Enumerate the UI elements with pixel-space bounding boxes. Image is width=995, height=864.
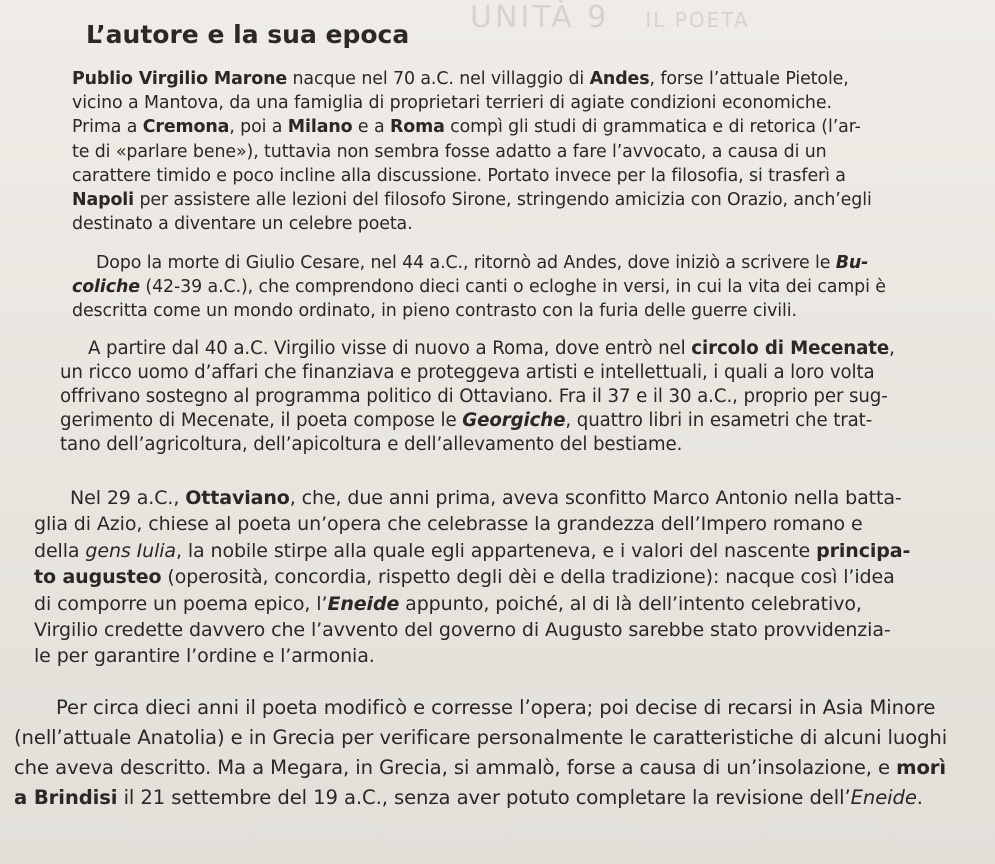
paragraph-1 xyxy=(72,67,952,236)
text-line xyxy=(72,67,952,91)
text-run: . xyxy=(916,786,923,809)
text-run: che aveva descritto. Ma a Megara, in Grecia, si ammalò, forse a causa di un’insolazione, e xyxy=(14,756,897,779)
emphasis-text: Roma xyxy=(389,117,445,138)
emphasis-text: Eneide xyxy=(327,592,400,615)
emphasis-text: morì xyxy=(896,756,946,779)
text-run: destinato a diventare un celebre poeta. xyxy=(72,214,413,235)
text-run: A partire dal 40 a.C. Virgilio visse di nuovo a Roma, dove entrò nel xyxy=(88,338,692,359)
text-run: , la nobile stirpe alla quale egli apparteneva, e i valori del nascente xyxy=(175,539,817,562)
emphasis-text: principa- xyxy=(816,539,911,562)
text-run: Dopo la morte di Giulio Cesare, nel 44 a.C., ritornò ad Andes, dove iniziò a scrivere le xyxy=(96,253,836,273)
text-run: (42-39 a.C.), che comprendono dieci canti o ecloghe in versi, in cui la vita dei campi è xyxy=(139,277,886,298)
text-run: , che, due anni prima, aveva sconfitto Marco Antonio nella batta- xyxy=(289,487,902,509)
text-line xyxy=(72,188,952,212)
text-run: , poi a xyxy=(229,117,288,138)
bleed-unit-text: UNITÀ 9 xyxy=(470,0,610,35)
text-line xyxy=(72,115,952,139)
text-line xyxy=(34,564,964,590)
text-line xyxy=(34,617,964,643)
paragraph-4 xyxy=(34,485,964,670)
bleed-mirrored-text: IL POETA xyxy=(645,8,750,32)
text-run: glia di Azio, chiese al poeta un’opera che celebrasse la grandezza dell’Impero romano e xyxy=(34,513,863,536)
text-run: vicino a Mantova, da una famiglia di proprietari terrieri di agiate condizioni economiche. xyxy=(72,93,832,114)
text-run: gerimento di Mecenate, il poeta compose le xyxy=(60,409,463,431)
text-line xyxy=(60,361,960,385)
text-run: per assistere alle lezioni del filosofo Sirone, stringendo amicizia con Orazio, anch’egli xyxy=(134,190,872,211)
text-run: (operosità, concordia, rispetto degli dèi e della tradizione): nacque così l’idea xyxy=(161,566,895,589)
emphasis-text: Publio Virgilio Marone xyxy=(72,69,288,89)
text-line xyxy=(14,753,974,783)
emphasis-text: Bu- xyxy=(835,253,869,273)
section-title: L’autore e la sua epoca xyxy=(86,20,410,49)
text-run: , xyxy=(889,338,895,359)
text-run: carattere timido e poco incline alla discussione. Portato invece per la filosofia, si trasferì a xyxy=(72,165,846,186)
text-run: compì gli studi di grammatica e di retorica (l’ar- xyxy=(444,117,861,138)
paragraph-3 xyxy=(60,337,960,457)
text-line xyxy=(72,212,952,236)
text-run: Prima a xyxy=(72,117,143,138)
text-line xyxy=(34,485,964,511)
emphasis-text: circolo di Mecenate xyxy=(691,338,890,359)
text-run: (nell’attuale Anatolia) e in Grecia per verificare personalmente le caratteristiche di alcuni luoghi xyxy=(14,726,948,749)
text-run: di comporre un poema epico, l’ xyxy=(34,592,328,615)
text-run: nacque nel 70 a.C. nel villaggio di xyxy=(287,69,590,89)
emphasis-text: Napoli xyxy=(72,190,135,211)
emphasis-text: coliche xyxy=(72,277,140,298)
emphasis-text: a Brindisi xyxy=(14,786,118,809)
text-run: il 21 settembre del 19 a.C., senza aver potuto completare la revisione dell’ xyxy=(117,786,851,809)
text-run: e a xyxy=(352,117,390,138)
text-line xyxy=(34,511,964,537)
emphasis-text: to augusteo xyxy=(34,566,162,589)
text-line xyxy=(14,783,974,813)
emphasis-text: gens Iulia xyxy=(85,539,176,562)
text-run: le per garantire l’ordine e l’armonia. xyxy=(34,645,375,668)
text-line xyxy=(60,337,960,361)
text-run: descritta come un mondo ordinato, in pieno contrasto con la furia delle guerre civili. xyxy=(72,301,797,322)
emphasis-text: Georgiche xyxy=(462,409,566,431)
text-line xyxy=(60,409,960,433)
text-run: Virgilio credette davvero che l’avvento del governo di Augusto sarebbe stato provvidenzia- xyxy=(34,619,891,642)
emphasis-text: Milano xyxy=(287,117,353,138)
text-line xyxy=(72,140,952,164)
text-run: della xyxy=(34,539,86,562)
emphasis-text: Cremona xyxy=(142,117,230,138)
text-run: , quattro libri in esametri che trat- xyxy=(565,409,873,431)
text-run: Nel 29 a.C., xyxy=(70,487,186,509)
text-line xyxy=(72,164,952,188)
header-bleed-through xyxy=(470,0,750,35)
text-line xyxy=(34,643,964,669)
text-run: Per circa dieci anni il poeta modificò e corresse l’opera; poi decise di recarsi in Asia Minore xyxy=(56,696,936,719)
text-line xyxy=(14,723,974,753)
text-line xyxy=(72,275,952,299)
text-line xyxy=(72,299,952,323)
emphasis-text: Andes xyxy=(589,69,650,89)
emphasis-text: Ottaviano xyxy=(185,487,290,509)
text-run: tano dell’agricoltura, dell’apicoltura e dell’allevamento del bestiame. xyxy=(60,433,683,455)
text-line xyxy=(72,251,952,275)
text-run: , forse l’attuale Pietole, xyxy=(649,69,849,89)
text-run: appunto, poiché, al di là dell’intento celebrativo, xyxy=(399,592,862,615)
text-line xyxy=(60,433,960,457)
emphasis-text: Eneide xyxy=(850,786,917,809)
text-run: offrivano sostegno al programma politico di Ottaviano. Fra il 37 e il 30 a.C., proprio per sug- xyxy=(60,385,888,407)
text-line xyxy=(34,591,964,617)
text-line xyxy=(14,693,974,723)
paragraph-2 xyxy=(72,251,952,324)
text-line xyxy=(34,538,964,564)
text-run: un ricco uomo d’affari che finanziava e proteggeva artisti e intellettuali, i quali a loro volta xyxy=(60,361,875,383)
text-run: te di «parlare bene»), tuttavia non sembra fosse adatto a fare l’avvocato, a causa di un xyxy=(72,141,827,162)
text-line xyxy=(60,385,960,409)
paragraph-5 xyxy=(14,693,974,813)
text-line xyxy=(72,91,952,115)
